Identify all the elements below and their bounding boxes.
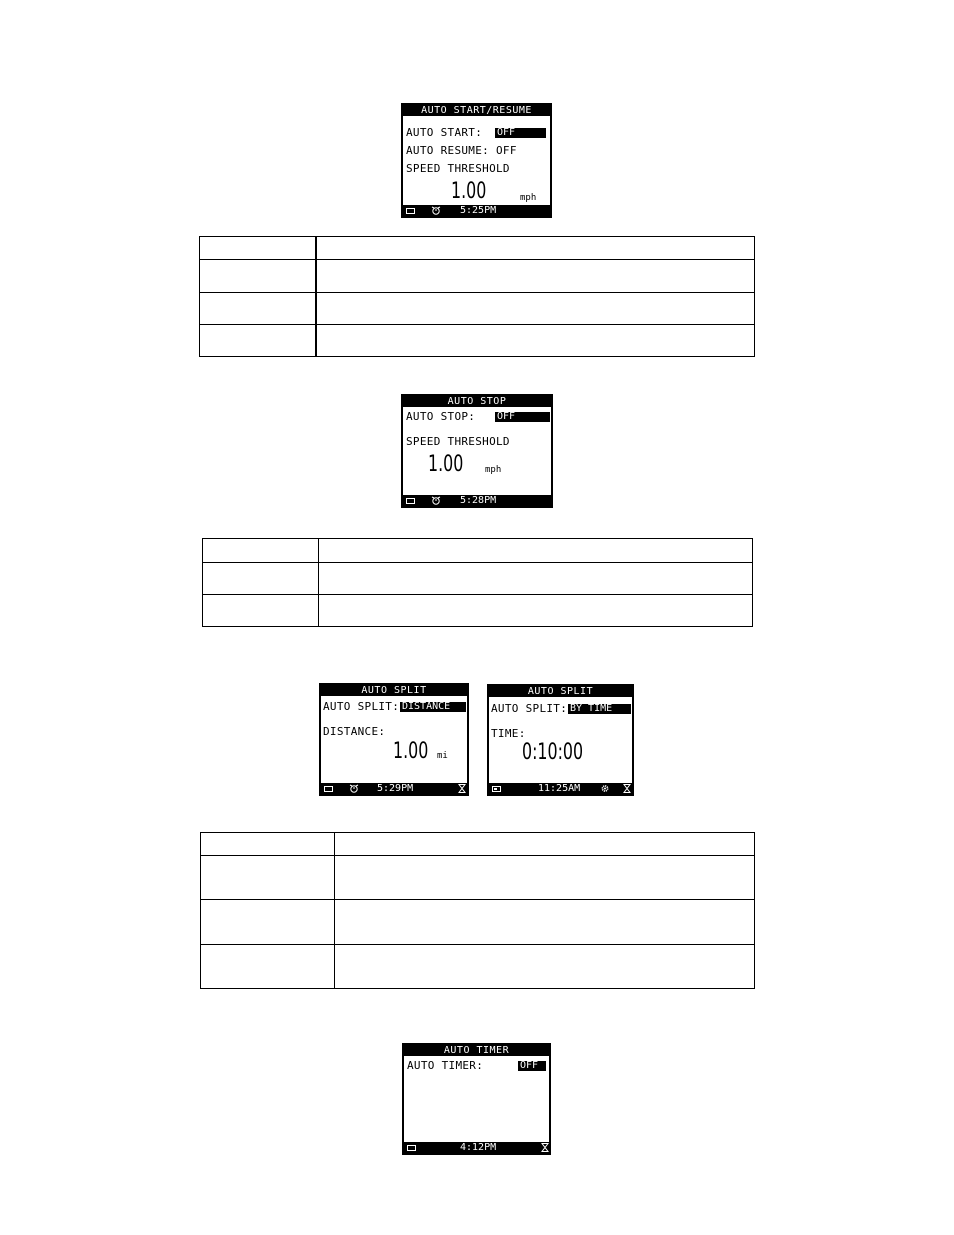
auto-start-table [199,236,755,357]
auto-timer-label: AUTO TIMER: [407,1059,484,1072]
auto-split-table [200,832,755,989]
screen-title: AUTO SPLIT [321,685,467,696]
speed-threshold-value: 1.00 [451,179,487,204]
status-bar [404,1142,549,1153]
battery-icon [492,786,501,792]
clock-time: 5:28PM [460,495,497,506]
speed-threshold-label: SPEED THRESHOLD [406,162,510,175]
hourglass-icon [458,784,466,793]
auto-timer-value[interactable]: OFF [518,1061,546,1071]
auto-stop-screen [401,394,553,508]
battery-icon [406,498,415,504]
auto-start-label: AUTO START: [406,126,483,139]
battery-icon [406,208,415,214]
auto-split-time-screen [487,684,634,796]
auto-split-mode-value[interactable]: BY TIME [568,704,631,714]
auto-resume-row: AUTO RESUME: OFF [406,144,517,157]
speed-unit: mph [485,465,502,475]
auto-split-distance-screen [319,683,469,796]
auto-split-label: AUTO SPLIT: [323,700,400,713]
distance-value: 1.00 [393,739,429,764]
clock-time: 4:12PM [460,1142,497,1153]
gear-icon [600,784,610,793]
auto-start-value[interactable]: OFF [495,128,546,138]
clock-time: 5:25PM [460,205,497,216]
distance-unit: mi [437,751,448,761]
alarm-clock-icon [349,784,359,793]
status-bar [489,783,632,794]
time-label: TIME: [491,727,526,740]
auto-split-label: AUTO SPLIT: [491,702,568,715]
status-bar [403,495,551,506]
clock-time: 5:29PM [377,783,414,794]
auto-stop-value[interactable]: OFF [495,412,550,422]
battery-icon [324,786,333,792]
screen-title: AUTO START/RESUME [403,105,550,116]
speed-threshold-value: 1.00 [428,452,464,477]
alarm-clock-icon [431,206,441,215]
status-bar [403,205,550,216]
screen-title: AUTO SPLIT [489,686,632,697]
auto-timer-screen [402,1043,551,1155]
speed-threshold-label: SPEED THRESHOLD [406,435,510,448]
split-time-value: 0:10:00 [522,740,584,765]
auto-split-mode-value[interactable]: DISTANCE [400,702,466,712]
auto-stop-table [202,538,753,627]
clock-time: 11:25AM [538,783,581,794]
battery-icon [407,1145,416,1151]
screen-title: AUTO STOP [403,396,551,407]
status-bar [321,783,467,794]
hourglass-icon [541,1143,549,1152]
speed-unit: mph [520,193,537,203]
auto-stop-label: AUTO STOP: [406,410,476,423]
distance-label: DISTANCE: [323,725,386,738]
auto-start-resume-screen [401,103,552,218]
alarm-clock-icon [431,496,441,505]
hourglass-icon [623,784,631,793]
screen-title: AUTO TIMER [404,1045,549,1056]
